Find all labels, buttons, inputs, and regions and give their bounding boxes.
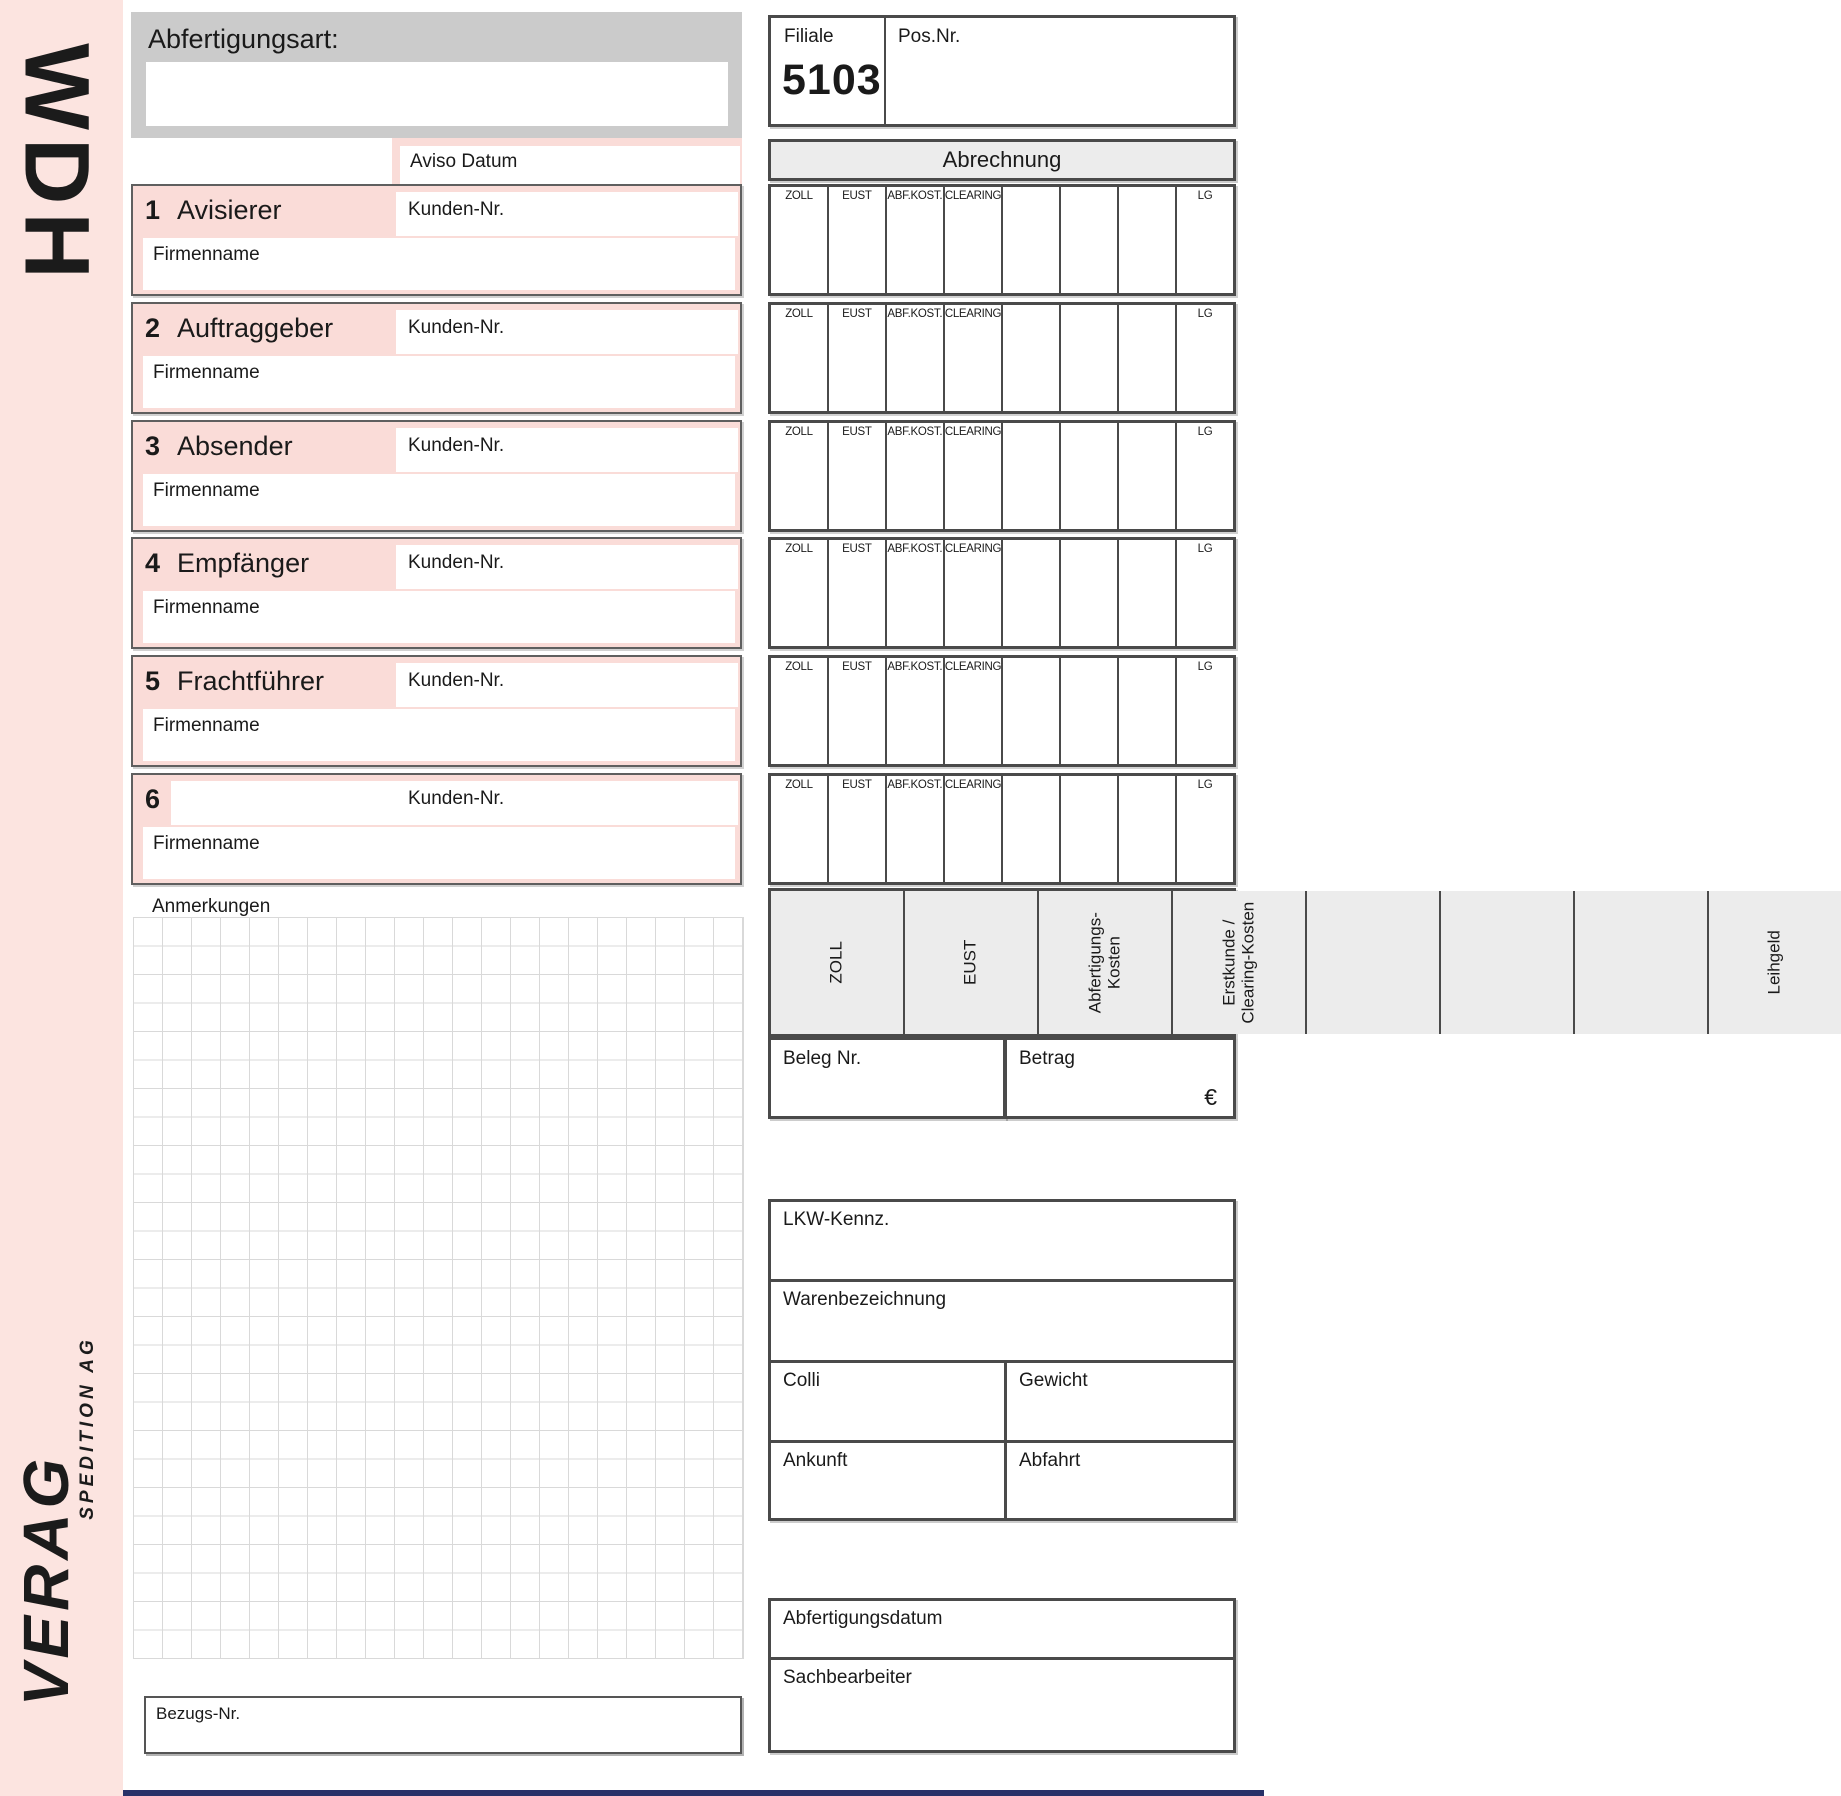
abrechnung-cell-label: CLEARING <box>944 779 1002 791</box>
abrechnung-cell-eust[interactable] <box>829 658 887 764</box>
abrechnung-cell-col6[interactable] <box>1061 187 1119 293</box>
lkw-kennz-label: LKW-Kennz. <box>783 1209 890 1230</box>
abrechnung-cell-col7[interactable] <box>1119 540 1177 646</box>
abrechnung-cell-label: ZOLL <box>785 779 813 791</box>
abrechnung-cell-label: CLEARING <box>944 190 1002 202</box>
firmenname-field[interactable] <box>143 827 735 879</box>
kunden-nr-field[interactable] <box>396 310 738 354</box>
abrechnung-cell-label: ZOLL <box>785 661 813 673</box>
abrechnung-cell-lg[interactable] <box>1177 658 1233 764</box>
firmenname-label: Firmenname <box>153 715 260 736</box>
abrechnung-cell-label: ABF.KOST. <box>887 779 943 791</box>
bezugs-nr-label: Bezugs-Nr. <box>156 1704 241 1723</box>
kunden-nr-label: Kunden-Nr. <box>408 199 505 220</box>
kunden-nr-label: Kunden-Nr. <box>408 552 505 573</box>
colli-gewicht-row <box>771 1363 1233 1443</box>
section-auftraggeber <box>131 302 742 414</box>
bottom-accent-bar <box>123 1790 1264 1796</box>
abrechnung-cell-label: ABF.KOST. <box>887 190 943 202</box>
anmerkungen-label: Anmerkungen <box>152 896 271 917</box>
section-number: 2 <box>145 313 161 343</box>
kunden-nr-field[interactable] <box>396 428 738 472</box>
abrechnung-cell-clearing[interactable] <box>945 776 1003 882</box>
vertical-label-cell-col7 <box>1575 891 1709 1034</box>
abfertigungsart-label: Abfertigungsart: <box>148 24 339 54</box>
kunden-nr-label: Kunden-Nr. <box>408 788 505 809</box>
vertical-label-cell-eust <box>905 891 1039 1034</box>
abrechnung-cell-label: ZOLL <box>785 426 813 438</box>
betrag-box[interactable] <box>1004 1037 1236 1119</box>
abrechnung-cell-label: ZOLL <box>785 190 813 202</box>
abrechnung-cell-clearing[interactable] <box>945 187 1003 293</box>
firmenname-field[interactable] <box>143 709 735 761</box>
abrechnung-cell-label: CLEARING <box>944 543 1002 555</box>
firmenname-label: Firmenname <box>153 362 260 383</box>
abrechnung-cell-label: EUST <box>842 308 872 320</box>
abrechnung-cell-zoll[interactable] <box>771 187 829 293</box>
abrechnung-cell-col5[interactable] <box>1003 423 1061 529</box>
wdh-logo: WDH <box>5 43 108 287</box>
abrechnung-cell-col7[interactable] <box>1119 776 1177 882</box>
spedition-ag-logo: SPEDITION AG <box>77 1336 98 1520</box>
abrechnung-cell-eust[interactable] <box>829 776 887 882</box>
abrechnung-cell-col6[interactable] <box>1061 776 1119 882</box>
abrechnung-row <box>768 420 1236 532</box>
vertical-label: Erstkunde / Clearing-Kosten <box>1219 901 1257 1024</box>
abrechnung-cell-lg[interactable] <box>1177 776 1233 882</box>
kunden-nr-label: Kunden-Nr. <box>408 435 505 456</box>
section-frachtfuehrer <box>131 655 742 767</box>
abrechnung-cell-label: ABF.KOST. <box>887 543 943 555</box>
abrechnung-cell-abfkost[interactable] <box>887 305 945 411</box>
section-number: 5 <box>145 666 161 696</box>
abrechnung-cell-label: LG <box>1197 308 1213 320</box>
vertical-label: Abfertigungs-Kosten <box>1085 911 1123 1014</box>
abrechnung-row <box>768 302 1236 414</box>
abrechnung-cell-label: EUST <box>842 190 872 202</box>
firmenname-field[interactable] <box>143 356 735 408</box>
firmenname-label: Firmenname <box>153 597 260 618</box>
section-title: Auftraggeber <box>177 313 334 343</box>
anmerkungen-grid[interactable] <box>133 917 744 1659</box>
ankunft-abfahrt-row <box>771 1443 1233 1518</box>
abrechnung-cell-label: LG <box>1197 190 1213 202</box>
abrechnung-row <box>768 655 1236 767</box>
abrechnung-cell-abfkost[interactable] <box>887 423 945 529</box>
abrechnung-cell-col5[interactable] <box>1003 776 1061 882</box>
abrechnung-cell-eust[interactable] <box>829 540 887 646</box>
firmenname-label: Firmenname <box>153 833 260 854</box>
abrechnung-cell-col7[interactable] <box>1119 658 1177 764</box>
aviso-datum-label: Aviso Datum <box>410 151 518 172</box>
beleg-nr-label: Beleg Nr. <box>783 1048 862 1069</box>
kunden-nr-field[interactable] <box>396 663 738 707</box>
abrechnung-row <box>768 773 1236 885</box>
abrechnung-cell-label: LG <box>1197 543 1213 555</box>
abrechnung-row <box>768 184 1236 296</box>
firmenname-label: Firmenname <box>153 480 260 501</box>
filiale-label: Filiale <box>784 26 834 47</box>
beleg-nr-box[interactable] <box>768 1037 1006 1119</box>
abrechnung-cell-label: ABF.KOST. <box>887 308 943 320</box>
abrechnung-cell-abfkost[interactable] <box>887 187 945 293</box>
abrechnung-cell-clearing[interactable] <box>945 540 1003 646</box>
vertical-label-cell-erstkunde-clearing-kosten <box>1173 891 1307 1034</box>
section-title: Frachtführer <box>177 666 325 696</box>
warenbezeichnung-label: Warenbezeichnung <box>783 1289 947 1310</box>
vertical-label: Leihgeld <box>1764 930 1784 995</box>
abfahrt-label: Abfahrt <box>1019 1450 1081 1471</box>
filiale-divider <box>884 18 886 124</box>
column-divider <box>1004 1443 1007 1518</box>
abrechnung-cell-zoll[interactable] <box>771 776 829 882</box>
section-title: Avisierer <box>177 195 282 225</box>
abrechnung-cell-lg[interactable] <box>1177 423 1233 529</box>
shipment-info-box <box>768 1199 1236 1521</box>
aviso-datum-field <box>392 138 742 184</box>
abrechnung-cell-col7[interactable] <box>1119 305 1177 411</box>
abrechnung-cell-col5[interactable] <box>1003 540 1061 646</box>
section-empfaenger <box>131 537 742 649</box>
sachbearbeiter-label: Sachbearbeiter <box>783 1667 912 1688</box>
vertical-label-cell-col5 <box>1307 891 1441 1034</box>
abrechnung-cell-abfkost[interactable] <box>887 658 945 764</box>
posnr-label: Pos.Nr. <box>898 26 961 47</box>
abrechnung-cell-label: LG <box>1197 426 1213 438</box>
abrechnung-cell-label: ABF.KOST. <box>887 426 943 438</box>
abrechnung-cell-label: LG <box>1197 661 1213 673</box>
abrechnung-cell-label: CLEARING <box>944 308 1002 320</box>
section-six <box>131 773 742 885</box>
abrechnung-cell-eust[interactable] <box>829 187 887 293</box>
firmenname-field[interactable] <box>143 591 735 643</box>
abrechnung-cell-label: EUST <box>842 543 872 555</box>
abrechnung-cell-eust[interactable] <box>829 423 887 529</box>
kunden-nr-field[interactable] <box>396 545 738 589</box>
abrechnung-cell-col6[interactable] <box>1061 658 1119 764</box>
warenbezeichnung-field[interactable] <box>771 1282 1233 1363</box>
processing-box <box>768 1598 1236 1753</box>
colli-label: Colli <box>783 1370 820 1391</box>
vertical-label-cell-zoll <box>771 891 905 1034</box>
section-title: Empfänger <box>177 548 310 578</box>
section-absender <box>131 420 742 532</box>
abrechnung-cell-label: EUST <box>842 426 872 438</box>
abrechnung-cell-label: ZOLL <box>785 543 813 555</box>
abrechnung-cell-label: ABF.KOST. <box>887 661 943 673</box>
abfertigungsart-input[interactable] <box>146 62 728 126</box>
abrechnung-cell-eust[interactable] <box>829 305 887 411</box>
section-avisierer <box>131 184 742 296</box>
abrechnung-cell-abfkost[interactable] <box>887 540 945 646</box>
abrechnung-cell-label: LG <box>1197 779 1213 791</box>
kunden-nr-field[interactable] <box>396 781 738 825</box>
abfertigungsdatum-label: Abfertigungsdatum <box>783 1608 943 1629</box>
filiale-number: 5103 <box>782 56 882 104</box>
vertical-label: ZOLL <box>826 941 846 984</box>
abrechnung-cell-col6[interactable] <box>1061 305 1119 411</box>
abrechnung-cell-label: EUST <box>842 779 872 791</box>
abrechnung-cell-label: EUST <box>842 661 872 673</box>
filiale-posnr-box <box>768 15 1236 127</box>
abrechnung-cell-lg[interactable] <box>1177 540 1233 646</box>
bezugs-nr-field[interactable] <box>144 1696 742 1754</box>
kunden-nr-field[interactable] <box>396 192 738 236</box>
abfertigungsart-box <box>131 12 742 138</box>
vertical-label-cell-leihgeld <box>1709 891 1841 1034</box>
kunden-nr-label: Kunden-Nr. <box>408 317 505 338</box>
posnr-input[interactable] <box>887 52 1229 120</box>
abrechnung-cell-col6[interactable] <box>1061 423 1119 529</box>
abrechnung-vertical-labels-row <box>768 888 1784 1037</box>
ankunft-label: Ankunft <box>783 1450 848 1471</box>
section-number: 3 <box>145 431 161 461</box>
abrechnung-cell-label: ZOLL <box>785 308 813 320</box>
firmenname-field[interactable] <box>143 238 735 290</box>
betrag-label: Betrag <box>1019 1048 1075 1069</box>
abrechnung-cell-col7[interactable] <box>1119 423 1177 529</box>
section-number: 6 <box>145 784 161 814</box>
abrechnung-cell-lg[interactable] <box>1177 187 1233 293</box>
lkw-kennz-field[interactable] <box>771 1202 1233 1282</box>
column-divider <box>1004 1363 1007 1440</box>
abrechnung-cell-label: CLEARING <box>944 426 1002 438</box>
vertical-label: EUST <box>960 939 980 986</box>
gewicht-label: Gewicht <box>1019 1370 1088 1391</box>
abrechnung-cell-zoll[interactable] <box>771 423 829 529</box>
vertical-label-cell-abfertigungs-kosten <box>1039 891 1173 1034</box>
kunden-nr-label: Kunden-Nr. <box>408 670 505 691</box>
abrechnung-cell-label: CLEARING <box>944 661 1002 673</box>
vertical-label-cell-col6 <box>1441 891 1575 1034</box>
abrechnung-cell-clearing[interactable] <box>945 658 1003 764</box>
abrechnung-cell-col5[interactable] <box>1003 658 1061 764</box>
abfertigungsdatum-field[interactable] <box>771 1601 1233 1657</box>
verag-logo: VERAG <box>10 1453 82 1707</box>
sachbearbeiter-field[interactable] <box>771 1660 1233 1750</box>
section-title: Absender <box>177 431 293 461</box>
abrechnung-header: Abrechnung <box>768 139 1236 181</box>
section-number: 1 <box>145 195 161 225</box>
abrechnung-cell-col5[interactable] <box>1003 187 1061 293</box>
section-title-input[interactable] <box>171 781 397 825</box>
abrechnung-cell-zoll[interactable] <box>771 540 829 646</box>
abrechnung-cell-zoll[interactable] <box>771 658 829 764</box>
abrechnung-cell-clearing[interactable] <box>945 423 1003 529</box>
section-number: 4 <box>145 548 161 578</box>
abrechnung-cell-lg[interactable] <box>1177 305 1233 411</box>
abrechnung-cell-abfkost[interactable] <box>887 776 945 882</box>
abrechnung-cell-clearing[interactable] <box>945 305 1003 411</box>
firmenname-field[interactable] <box>143 474 735 526</box>
abrechnung-cell-zoll[interactable] <box>771 305 829 411</box>
abrechnung-cell-col7[interactable] <box>1119 187 1177 293</box>
abrechnung-cell-col5[interactable] <box>1003 305 1061 411</box>
euro-symbol: € <box>1204 1084 1217 1110</box>
abrechnung-cell-col6[interactable] <box>1061 540 1119 646</box>
abrechnung-row <box>768 537 1236 649</box>
firmenname-label: Firmenname <box>153 244 260 265</box>
